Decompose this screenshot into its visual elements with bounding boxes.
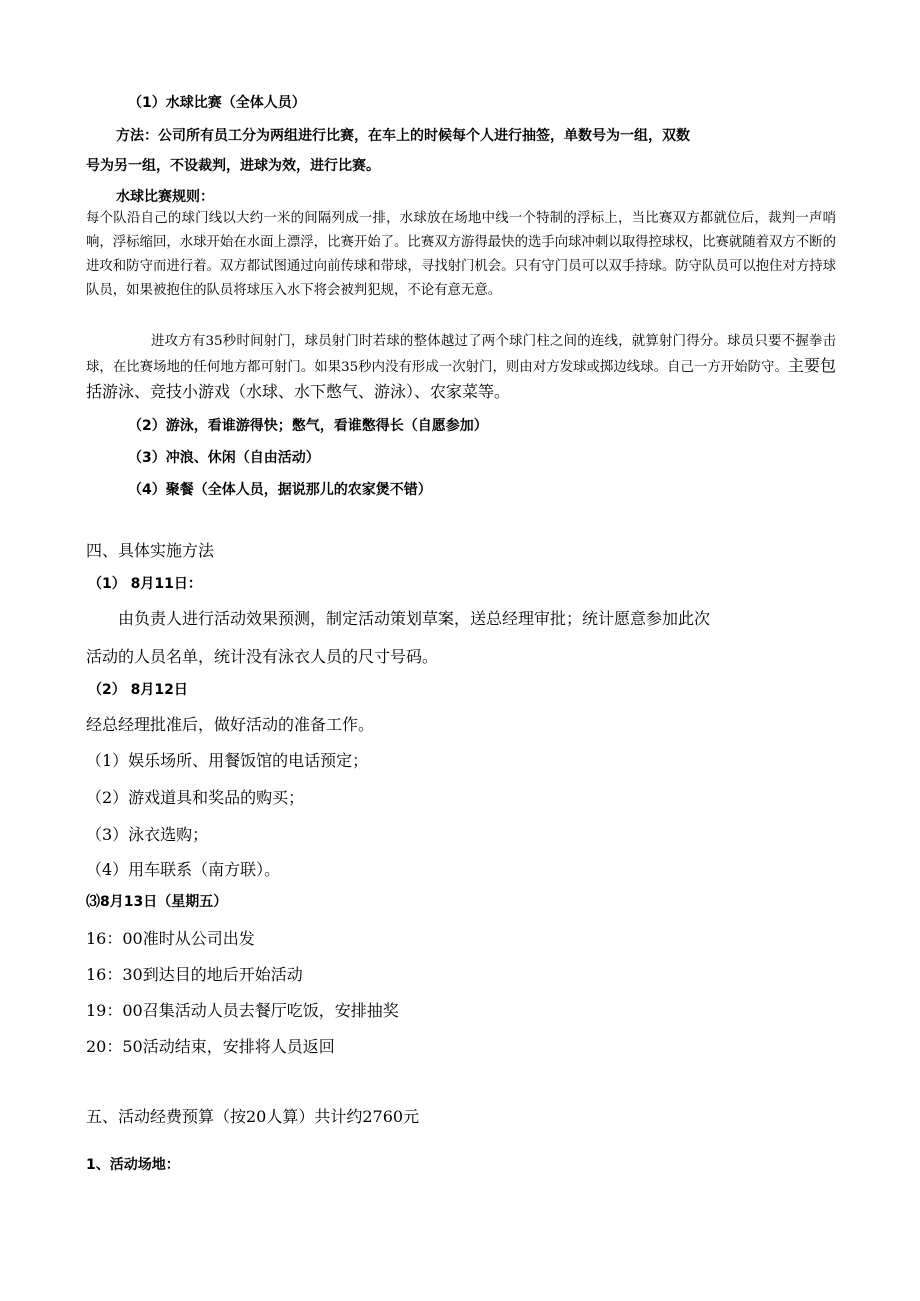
water-polo-rules-paragraph-2	[86, 330, 836, 406]
prep-item-1: （1）娱乐场所、用餐饭馆的电话预定；	[86, 751, 369, 770]
water-polo-heading: （1）水球比赛（全体人员）	[128, 95, 306, 111]
day-3-label: ⑶8月13日（星期五）	[86, 894, 228, 910]
activity-item-dinner: （4）聚餐（全体人员，据说那儿的农家煲不错）	[128, 482, 432, 498]
activity-item-surfing: （3）冲浪、休闲（自由活动）	[128, 450, 320, 466]
schedule-item-4: 20：50活动结束，安排将人员返回	[86, 1037, 335, 1056]
activity-item-swimming: （2）游泳，看谁游得快；憋气，看谁憋得长（自愿参加）	[128, 418, 488, 434]
water-polo-method-line2: 号为另一组，不设裁判，进球为效，进行比赛。	[86, 158, 380, 174]
day-1-line-1: 由负责人进行活动效果预测，制定活动策划草案，送总经理审批；统计愿意参加此次	[118, 609, 711, 628]
rules-paragraph-2-main: 进攻方有35秒时间射门，球员射门时若球的整体越过了两个球门柱之间的连线，就算射门得分。球员只要不握拳击球，在比赛场地的任何地方都可射门。如果35秒内没有形成一次射门，则由对方发球或掷边线球。自己一方开始防守。	[86, 334, 836, 375]
schedule-item-1: 16：00准时从公司出发	[86, 929, 255, 948]
day-2-intro: 经总经理批准后，做好活动的准备工作。	[86, 715, 375, 734]
prep-item-3: （3）泳衣选购；	[86, 825, 209, 844]
water-polo-rules-heading: 水球比赛规则：	[116, 189, 214, 205]
day-1-line-2: 活动的人员名单，统计没有泳衣人员的尺寸号码。	[86, 647, 439, 666]
day-1-label: （1） 8月11日：	[88, 576, 202, 592]
rules-paragraph-2-tail: 主要包括游泳、竞技小游戏（水球、水下憋气、游泳）、农家菜等。	[86, 356, 836, 401]
day-2-label: （2） 8月12日	[88, 682, 188, 698]
budget-item-venue: 1、活动场地：	[86, 1157, 180, 1173]
schedule-item-2: 16：30到达目的地后开始活动	[86, 965, 303, 984]
prep-item-2: （2）游戏道具和奖品的购买；	[86, 788, 305, 807]
section-4-title: 四、具体实施方法	[86, 541, 215, 560]
water-polo-method-line1: 方法：公司所有员工分为两组进行比赛，在车上的时候每个人进行抽签，单数号为一组，双数	[116, 128, 690, 144]
prep-item-4: （4）用车联系（南方联）。	[86, 860, 281, 879]
section-5-title: 五、活动经费预算（按20人算）共计约2760元	[86, 1107, 420, 1126]
water-polo-rules-paragraph-1: 每个队沿自己的球门线以大约一米的间隔列成一排，水球放在场地中线一个特制的浮标上，当比赛双方都就位后，裁判一声哨响，浮标缩回，水球开始在水面上漂浮，比赛开始了。比赛双方游得最快的选手向球冲刺以取得控球权，比赛就随着双方不断的进攻和防守而进行着。双方都试图通过向前传球和带球，寻找射门机会。只有守门员可以双手持球。防守队员可以抱住对方持球队员，如果被抱住的队员将球压入水下将会被判犯规，不论有意无意。	[86, 211, 836, 298]
schedule-item-3: 19：00召集活动人员去餐厅吃饭，安排抽奖	[86, 1001, 399, 1020]
